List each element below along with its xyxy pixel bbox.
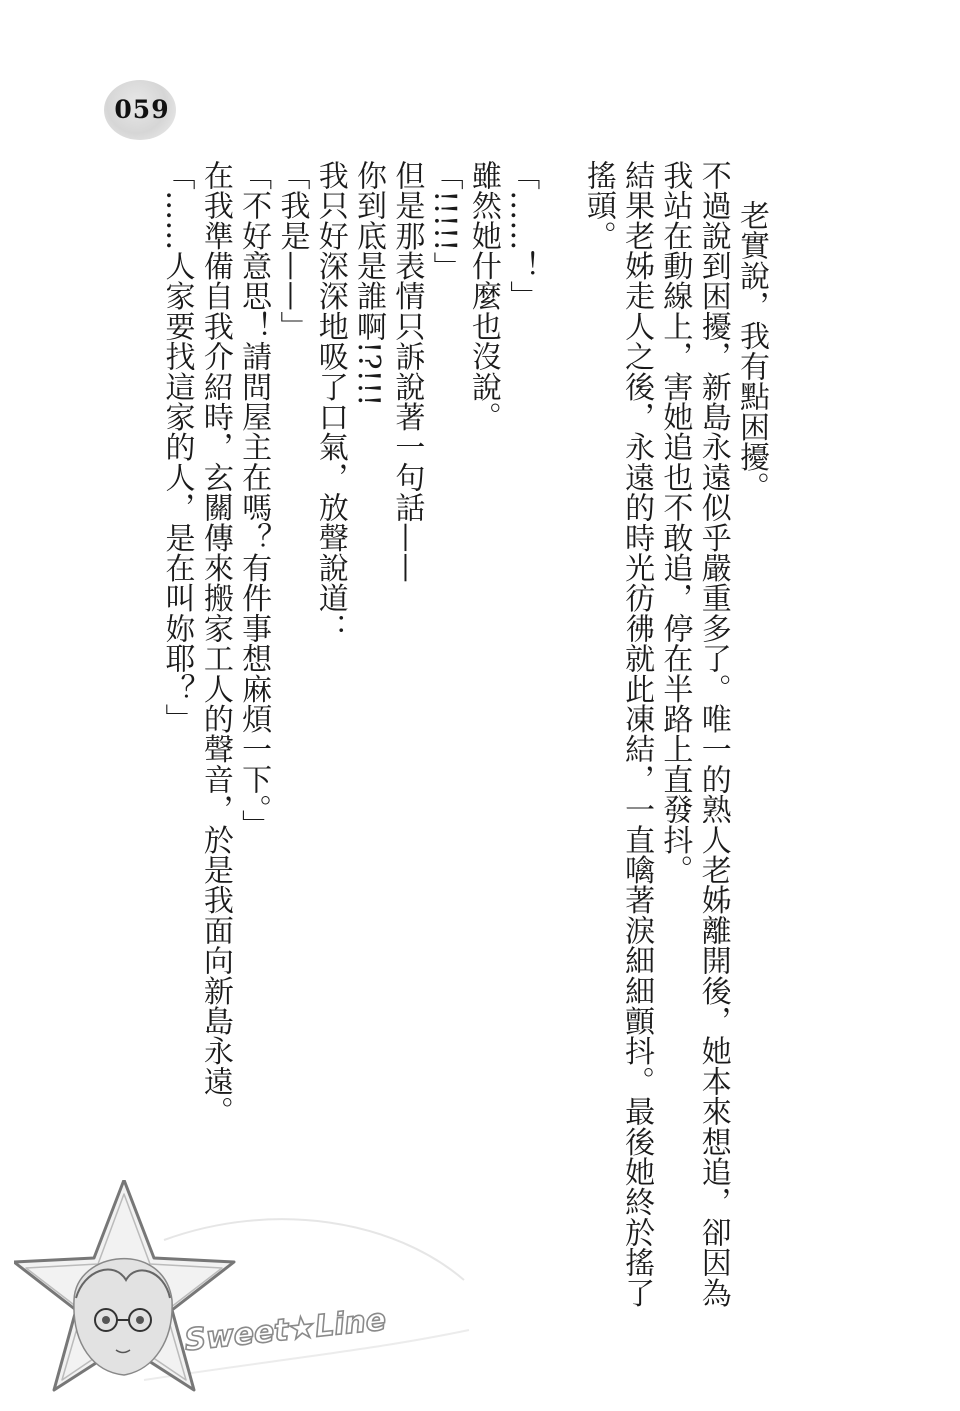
text-line: 雖然她什麼也沒說。 <box>465 160 501 432</box>
text-line: 「不好意思！請問屋主在嗎？有件事想麻煩一下。」 <box>236 160 272 840</box>
text-line: 老實說，我有點困擾。 <box>734 200 769 502</box>
text-line: 「……人家要找這家的人，是在叫妳耶？」 <box>159 160 195 734</box>
text-line: 不過說到困擾，新島永遠似乎嚴重多了。唯一的熟人老姊離開後，她本來想追，卻因為 <box>695 160 731 1308</box>
text-line: 搖頭。 <box>580 160 616 251</box>
vertical-body-text <box>157 160 770 1340</box>
text-line: 「……！」 <box>504 160 540 311</box>
page-number: 059 <box>114 95 170 124</box>
text-line: 我只好深深地吸了口氣，放聲說道： <box>312 160 348 644</box>
text-line: 在我準備自我介紹時，玄關傳來搬家工人的聲音，於是我面向新島永遠。 <box>197 160 233 1127</box>
text-line: 你到底是誰啊!?!!! <box>351 160 387 407</box>
text-line: 但是那表情只訴說著一句話—— <box>389 160 425 583</box>
text-line: 結果老姊走人之後，永遠的時光彷彿就此凍結，一直噙著淚細細顫抖。最後她終於搖了 <box>619 160 655 1308</box>
logo-text: Sweet★Line <box>182 1302 388 1359</box>
blank-line <box>540 160 578 1340</box>
text-line: 「我是——」 <box>274 160 310 342</box>
sweet-line-logo <box>14 1180 474 1400</box>
text-line: 我站在動線上，害她追也不敢追，停在半路上直發抖。 <box>657 160 693 885</box>
text-line: 「!!!!!」 <box>427 160 463 282</box>
